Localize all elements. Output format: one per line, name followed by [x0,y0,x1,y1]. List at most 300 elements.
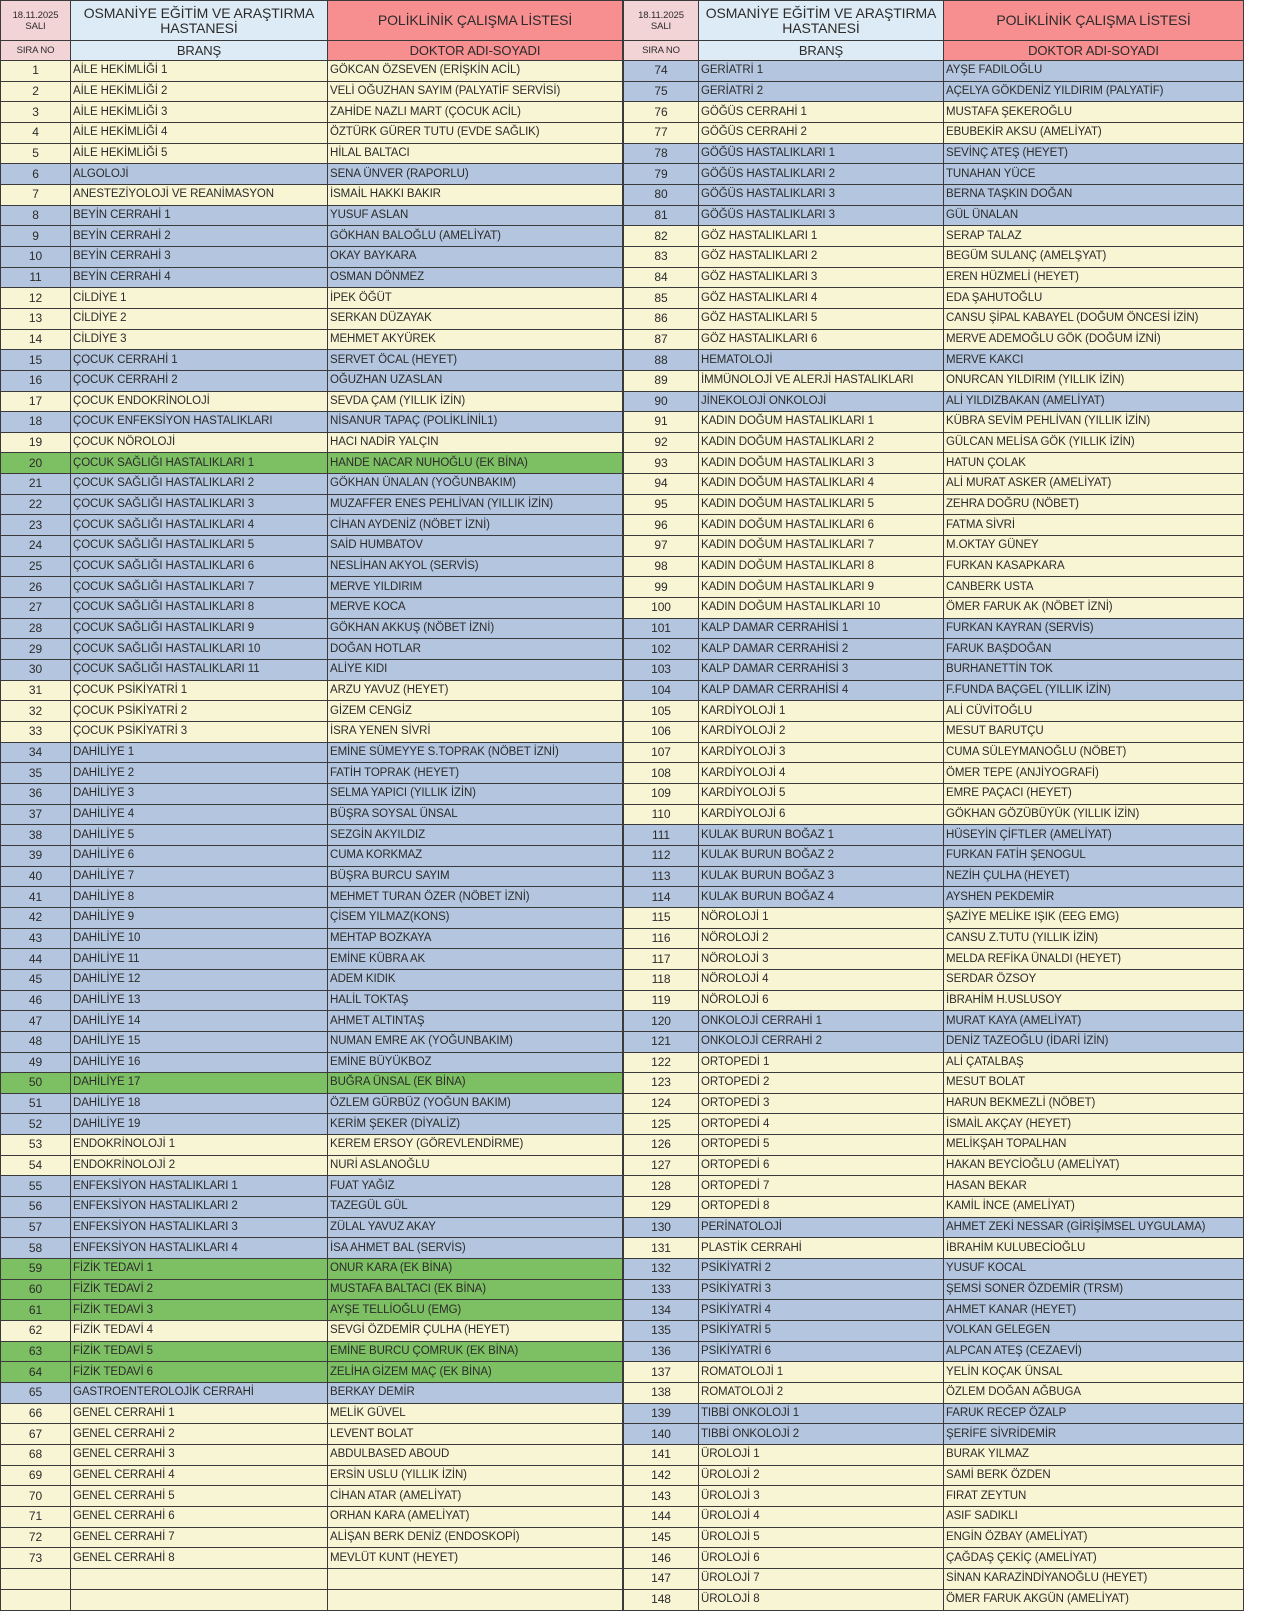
table-row [624,205,1244,226]
doctor-name: MERVE YILDIRIM [328,577,623,598]
branch-name: PSİKİYATRİ 4 [699,1300,944,1321]
doctor-name: MEVLÜT KUNT (HEYET) [328,1548,623,1569]
doctor-name: CUMA KORKMAZ [328,845,623,866]
doctor-name: ÇAĞDAŞ ÇEKİÇ (AMELİYAT) [944,1548,1244,1569]
doctor-name: TAZEGÜL GÜL [328,1197,623,1218]
branch-name: PSİKİYATRİ 6 [699,1341,944,1362]
doctor-name: SERVET ÖCAL (HEYET) [328,350,623,371]
doctor-name: MELİKŞAH TOPALHAN [944,1135,1244,1156]
doctor-name: NUMAN EMRE AK (YOĞUNBAKIM) [328,1031,623,1052]
doctor-name: OKAY BAYKARA [328,246,623,267]
doctor-name: BEGÜM SULANÇ (AMELŞYAT) [944,246,1244,267]
doctor-name: İSMAİL AKÇAY (HEYET) [944,1114,1244,1135]
row-number: 22 [1,494,71,515]
doctor-name: MELİK GÜVEL [328,1403,623,1424]
doctor-name: KERİM ŞEKER (DİYALİZ) [328,1114,623,1135]
table-row [1,1444,623,1465]
table-row [1,1093,623,1114]
row-number: 81 [624,205,699,226]
column-header-no: SIRA NO [1,41,71,61]
doctor-name: CUMA SÜLEYMANOĞLU (NÖBET) [944,742,1244,763]
table-row [1,928,623,949]
branch-name: ÇOCUK SAĞLIĞI HASTALIKLARI 7 [71,577,328,598]
doctor-name: MUZAFFER ENES PEHLİVAN (YILLIK İZİN) [328,494,623,515]
table-row [1,453,623,474]
row-number: 142 [624,1465,699,1486]
doctor-name: MURAT KAYA (AMELİYAT) [944,1011,1244,1032]
branch-name: ÇOCUK SAĞLIĞI HASTALIKLARI 4 [71,515,328,536]
branch-name: DAHİLİYE 10 [71,928,328,949]
table-row [624,577,1244,598]
doctor-name: ŞAZİYE MELİKE IŞIK (EEG EMG) [944,907,1244,928]
table-row [624,1548,1244,1569]
row-number: 47 [1,1011,71,1032]
table-row [1,1424,623,1445]
doctor-name: ÖMER FARUK AK (NÖBET İZNİ) [944,598,1244,619]
table-row [1,370,623,391]
doctor-name: İSMAİL HAKKI BAKIR [328,184,623,205]
table-row [1,1341,623,1362]
doctor-name: İSA AHMET BAL (SERVİS) [328,1238,623,1259]
row-number: 138 [624,1383,699,1404]
doctor-name: İSRA YENEN SİVRİ [328,722,623,743]
doctor-name: NİSANUR TAPAÇ (POLİKLİNİL1) [328,412,623,433]
branch-name: ÜROLOJİ 6 [699,1548,944,1569]
table-row [1,515,623,536]
row-number: 132 [624,1259,699,1280]
column-header-branch: BRANŞ [71,41,328,61]
branch-name: ÇOCUK PSİKİYATRİ 1 [71,680,328,701]
branch-name: ÇOCUK SAĞLIĞI HASTALIKLARI 1 [71,453,328,474]
doctor-name: ŞERİFE SİVRİDEMİR [944,1424,1244,1445]
table-row [1,391,623,412]
row-number: 59 [1,1259,71,1280]
doctor-name: MEHMET AKYÜREK [328,329,623,350]
table-row [624,494,1244,515]
doctor-name: HARUN BEKMEZLİ (NÖBET) [944,1093,1244,1114]
row-number: 106 [624,722,699,743]
table-row [624,412,1244,433]
doctor-name: ZEHRA DOĞRU (NÖBET) [944,494,1244,515]
branch-name: DAHİLİYE 15 [71,1031,328,1052]
doctor-name: FURKAN KASAPKARA [944,556,1244,577]
branch-name: ÇOCUK SAĞLIĞI HASTALIKLARI 5 [71,536,328,557]
row-number [1,1589,71,1610]
branch-name: JİNEKOLOJİ ONKOLOJİ [699,391,944,412]
table-row [624,246,1244,267]
row-number: 58 [1,1238,71,1259]
branch-name: ÇOCUK CERRAHİ 2 [71,370,328,391]
row-number: 3 [1,102,71,123]
table-row [1,949,623,970]
row-number: 119 [624,990,699,1011]
doctor-name: AHMET ALTINTAŞ [328,1011,623,1032]
table-row [1,494,623,515]
doctor-name: MELDA REFİKA ÜNALDI (HEYET) [944,949,1244,970]
table-row [1,639,623,660]
table-row [624,825,1244,846]
doctor-name: İBRAHİM KULUBECİOĞLU [944,1238,1244,1259]
table-row [624,370,1244,391]
branch-name: ORTOPEDİ 8 [699,1197,944,1218]
branch-name: ONKOLOJİ CERRAHİ 1 [699,1011,944,1032]
doctor-name: SAİD HUMBATOV [328,536,623,557]
branch-name: GÖĞÜS HASTALIKLARI 3 [699,205,944,226]
table-row [1,1403,623,1424]
row-number: 44 [1,949,71,970]
branch-name: KALP DAMAR CERRAHİSİ 4 [699,680,944,701]
table-row [624,1238,1244,1259]
row-number: 34 [1,742,71,763]
doctor-name: BÜŞRA SOYSAL ÜNSAL [328,804,623,825]
table-row [1,246,623,267]
doctor-name: NURİ ASLANOĞLU [328,1155,623,1176]
branch-name: GÖZ HASTALIKLARI 4 [699,288,944,309]
table-row [1,102,623,123]
table-row [624,639,1244,660]
row-number: 146 [624,1548,699,1569]
doctor-name: M.OKTAY GÜNEY [944,536,1244,557]
branch-name: ENFEKSİYON HASTALIKLARI 3 [71,1217,328,1238]
branch-name: KALP DAMAR CERRAHİSİ 3 [699,660,944,681]
date: 18.11.2025 [638,9,684,21]
table-row [1,143,623,164]
table-row [624,990,1244,1011]
branch-name: DAHİLİYE 8 [71,887,328,908]
row-number: 148 [624,1589,699,1610]
branch-name: NÖROLOJİ 2 [699,928,944,949]
branch-name: DAHİLİYE 16 [71,1052,328,1073]
doctor-name: EMİNE SÜMEYYE S.TOPRAK (NÖBET İZNİ) [328,742,623,763]
table-row [1,1011,623,1032]
row-number: 20 [1,453,71,474]
branch-name: ÜROLOJİ 7 [699,1568,944,1589]
row-number: 79 [624,164,699,185]
branch-name: DAHİLİYE 14 [71,1011,328,1032]
date-cell [624,1,699,41]
branch-name: ÜROLOJİ 1 [699,1444,944,1465]
doctor-name: FURKAN FATİH ŞENOGUL [944,845,1244,866]
doctor-name: CANBERK USTA [944,577,1244,598]
branch-name: KARDİYOLOJİ 5 [699,783,944,804]
branch-name: KARDİYOLOJİ 2 [699,722,944,743]
branch-name: ÜROLOJİ 2 [699,1465,944,1486]
table-row [624,536,1244,557]
table-row [624,1114,1244,1135]
date-cell [1,1,71,41]
branch-name: AİLE HEKİMLİĞİ 3 [71,102,328,123]
row-number: 36 [1,783,71,804]
table-row [624,1486,1244,1507]
branch-name [71,1568,328,1589]
branch-name: KADIN DOĞUM HASTALIKLARI 4 [699,474,944,495]
row-number: 82 [624,226,699,247]
branch-name: KADIN DOĞUM HASTALIKLARI 9 [699,577,944,598]
table-row [624,1383,1244,1404]
row-number: 108 [624,763,699,784]
doctor-name: YELİN KOÇAK ÜNSAL [944,1362,1244,1383]
branch-name: ÜROLOJİ 4 [699,1506,944,1527]
doctor-name: ÖMER TEPE (ANJİYOGRAFİ) [944,763,1244,784]
doctor-name: BERKAY DEMİR [328,1383,623,1404]
column-header-no: SIRA NO [624,41,699,61]
table-row [1,1362,623,1383]
doctor-name: SELMA YAPICI (YILLIK İZİN) [328,783,623,804]
table-row [1,1031,623,1052]
row-number: 128 [624,1176,699,1197]
row-number: 64 [1,1362,71,1383]
doctor-name: SEVGİ ÖZDEMİR ÇULHA (HEYET) [328,1321,623,1342]
row-number: 118 [624,969,699,990]
branch-name: ONKOLOJİ CERRAHİ 2 [699,1031,944,1052]
table-row [624,226,1244,247]
table-row [624,329,1244,350]
doctor-name: DOĞAN HOTLAR [328,639,623,660]
table-row [1,432,623,453]
row-number: 86 [624,308,699,329]
branch-name: ÇOCUK NÖROLOJİ [71,432,328,453]
branch-name: NÖROLOJİ 6 [699,990,944,1011]
doctor-name: GÖKHAN AKKUŞ (NÖBET İZNİ) [328,618,623,639]
branch-name: AİLE HEKİMLİĞİ 2 [71,81,328,102]
branch-name: DAHİLİYE 18 [71,1093,328,1114]
table-row [624,660,1244,681]
table-row [624,1279,1244,1300]
row-number: 16 [1,370,71,391]
row-number: 57 [1,1217,71,1238]
table-row [624,1465,1244,1486]
day: SALI [650,20,672,32]
branch-name: ALGOLOJİ [71,164,328,185]
branch-name: GÖĞÜS HASTALIKLARI 3 [699,184,944,205]
table-row [624,1135,1244,1156]
row-number: 23 [1,515,71,536]
table-row [1,783,623,804]
branch-name: ORTOPEDİ 2 [699,1073,944,1094]
branch-name: ÇOCUK ENDOKRİNOLOJİ [71,391,328,412]
branch-name: GÖĞÜS CERRAHİ 1 [699,102,944,123]
doctor-name: MESUT BOLAT [944,1073,1244,1094]
table-row [1,577,623,598]
doctor-name: ADEM KIDIK [328,969,623,990]
doctor-name: YUSUF ASLAN [328,205,623,226]
row-number: 31 [1,680,71,701]
doctor-name: DENİZ TAZEOĞLU (İDARİ İZİN) [944,1031,1244,1052]
row-number: 80 [624,184,699,205]
branch-name: ROMATOLOJİ 2 [699,1383,944,1404]
table-row [1,618,623,639]
table-row [624,102,1244,123]
table-row [624,61,1244,82]
branch-name: DAHİLİYE 9 [71,907,328,928]
table-row [1,742,623,763]
table-row [1,804,623,825]
left-table-body [1,61,623,1611]
table-row [624,618,1244,639]
table-row [624,907,1244,928]
table-row [624,453,1244,474]
row-number: 98 [624,556,699,577]
table-row [1,122,623,143]
branch-name: ENFEKSİYON HASTALIKLARI 4 [71,1238,328,1259]
doctor-name: ASIF SADIKLI [944,1506,1244,1527]
branch-name: ÜROLOJİ 3 [699,1486,944,1507]
doctor-name: HASAN BEKAR [944,1176,1244,1197]
branch-name: KADIN DOĞUM HASTALIKLARI 3 [699,453,944,474]
schedule-table-left [0,0,623,1611]
branch-name: KULAK BURUN BOĞAZ 2 [699,845,944,866]
row-number: 104 [624,680,699,701]
row-number: 127 [624,1155,699,1176]
schedule-table-right [623,0,1244,1611]
doctor-name: ENGİN ÖZBAY (AMELİYAT) [944,1527,1244,1548]
branch-name: ÇOCUK SAĞLIĞI HASTALIKLARI 8 [71,598,328,619]
doctor-name: KEREM ERSOY (GÖREVLENDİRME) [328,1135,623,1156]
branch-name: GASTROENTEROLOJİK CERRAHİ [71,1383,328,1404]
row-number: 107 [624,742,699,763]
branch-name: FİZİK TEDAVİ 3 [71,1300,328,1321]
row-number: 29 [1,639,71,660]
branch-name: GENEL CERRAHİ 8 [71,1548,328,1569]
table-row [1,1300,623,1321]
branch-name: ÇOCUK PSİKİYATRİ 2 [71,701,328,722]
table-row [1,81,623,102]
table-row [624,1362,1244,1383]
doctor-name: ÇİSEM YILMAZ(KONS) [328,907,623,928]
doctor-name: GÜLCAN MELİSA GÖK (YILLIK İZİN) [944,432,1244,453]
table-row [1,329,623,350]
row-number [1,1568,71,1589]
doctor-name: EMRE PAÇACI (HEYET) [944,783,1244,804]
table-row [624,1444,1244,1465]
branch-name: ÇOCUK SAĞLIĞI HASTALIKLARI 11 [71,660,328,681]
doctor-name: YUSUF KOCAL [944,1259,1244,1280]
row-number: 133 [624,1279,699,1300]
branch-name: ORTOPEDİ 4 [699,1114,944,1135]
branch-name: AİLE HEKİMLİĞİ 1 [71,61,328,82]
doctor-name: FUAT YAĞIZ [328,1176,623,1197]
table-row [624,1321,1244,1342]
table-row [1,1217,623,1238]
table-row [624,1011,1244,1032]
row-number: 120 [624,1011,699,1032]
branch-name: KALP DAMAR CERRAHİSİ 2 [699,639,944,660]
branch-name: TIBBİ ONKOLOJİ 1 [699,1403,944,1424]
doctor-name: ALİ ÇATALBAŞ [944,1052,1244,1073]
table-row [624,122,1244,143]
row-number: 26 [1,577,71,598]
branch-name: GENEL CERRAHİ 5 [71,1486,328,1507]
table-row [624,164,1244,185]
row-number: 7 [1,184,71,205]
branch-name: TIBBİ ONKOLOJİ 2 [699,1424,944,1445]
row-number: 97 [624,536,699,557]
row-number: 100 [624,598,699,619]
doctor-name: CANSU Z.TUTU (YILLIK İZİN) [944,928,1244,949]
doctor-name: EDA ŞAHUTOĞLU [944,288,1244,309]
row-number: 19 [1,432,71,453]
branch-name: DAHİLİYE 6 [71,845,328,866]
table-row [1,1589,623,1610]
row-number: 25 [1,556,71,577]
branch-name: GENEL CERRAHİ 3 [71,1444,328,1465]
row-number: 43 [1,928,71,949]
doctor-name: SERDAR ÖZSOY [944,969,1244,990]
row-number: 123 [624,1073,699,1094]
row-number: 131 [624,1238,699,1259]
doctor-name: ALİ YILDIZBAKAN (AMELİYAT) [944,391,1244,412]
table-row [1,763,623,784]
branch-name: DAHİLİYE 4 [71,804,328,825]
branch-name: BEYİN CERRAHİ 2 [71,226,328,247]
row-number: 41 [1,887,71,908]
row-number: 45 [1,969,71,990]
row-number: 83 [624,246,699,267]
doctor-name: ALİ MURAT ASKER (AMELİYAT) [944,474,1244,495]
row-number: 92 [624,432,699,453]
row-number: 21 [1,474,71,495]
branch-name: ORTOPEDİ 1 [699,1052,944,1073]
branch-name: GENEL CERRAHİ 1 [71,1403,328,1424]
row-number: 68 [1,1444,71,1465]
doctor-name: BÜŞRA BURCU SAYIM [328,866,623,887]
table-row [1,1548,623,1569]
doctor-name: FARUK RECEP ÖZALP [944,1403,1244,1424]
branch-name: KADIN DOĞUM HASTALIKLARI 5 [699,494,944,515]
doctor-name: KÜBRA SEVİM PEHLİVAN (YILLIK İZİN) [944,412,1244,433]
table-row [1,226,623,247]
table-row [624,81,1244,102]
list-title: POLİKLİNİK ÇALIŞMA LİSTESİ [328,1,623,41]
table-row [1,887,623,908]
branch-name: ÇOCUK SAĞLIĞI HASTALIKLARI 10 [71,639,328,660]
row-number: 117 [624,949,699,970]
doctor-name: ÖZLEM GÜRBÜZ (YOĞUN BAKIM) [328,1093,623,1114]
table-row [624,474,1244,495]
row-number: 24 [1,536,71,557]
branch-name: KADIN DOĞUM HASTALIKLARI 8 [699,556,944,577]
doctor-name: BUĞRA ÜNSAL (EK BİNA) [328,1073,623,1094]
doctor-name: EMİNE BÜYÜKBOZ [328,1052,623,1073]
doctor-name: AYŞE TELLİOĞLU (EMG) [328,1300,623,1321]
row-number: 88 [624,350,699,371]
table-row [624,1300,1244,1321]
branch-name: KADIN DOĞUM HASTALIKLARI 6 [699,515,944,536]
row-number: 53 [1,1135,71,1156]
table-row [624,1424,1244,1445]
row-number: 9 [1,226,71,247]
table-row [624,1176,1244,1197]
doctor-name: CANSU ŞİPAL KABAYEL (DOĞUM ÖNCESİ İZİN) [944,308,1244,329]
row-number: 46 [1,990,71,1011]
branch-name: DAHİLİYE 7 [71,866,328,887]
row-number: 35 [1,763,71,784]
row-number: 110 [624,804,699,825]
row-number: 8 [1,205,71,226]
branch-name: ÇOCUK CERRAHİ 1 [71,350,328,371]
doctor-name: SEVİNÇ ATEŞ (HEYET) [944,143,1244,164]
branch-name: AİLE HEKİMLİĞİ 4 [71,122,328,143]
table-row [624,742,1244,763]
doctor-name: CİHAN AYDENİZ (NÖBET İZNİ) [328,515,623,536]
branch-name: KULAK BURUN BOĞAZ 1 [699,825,944,846]
column-header-doctor: DOKTOR ADI-SOYADI [944,41,1244,61]
table-row [624,722,1244,743]
table-row [1,680,623,701]
table-row [1,1506,623,1527]
doctor-name: EBUBEKİR AKSU (AMELİYAT) [944,122,1244,143]
table-row [1,1135,623,1156]
